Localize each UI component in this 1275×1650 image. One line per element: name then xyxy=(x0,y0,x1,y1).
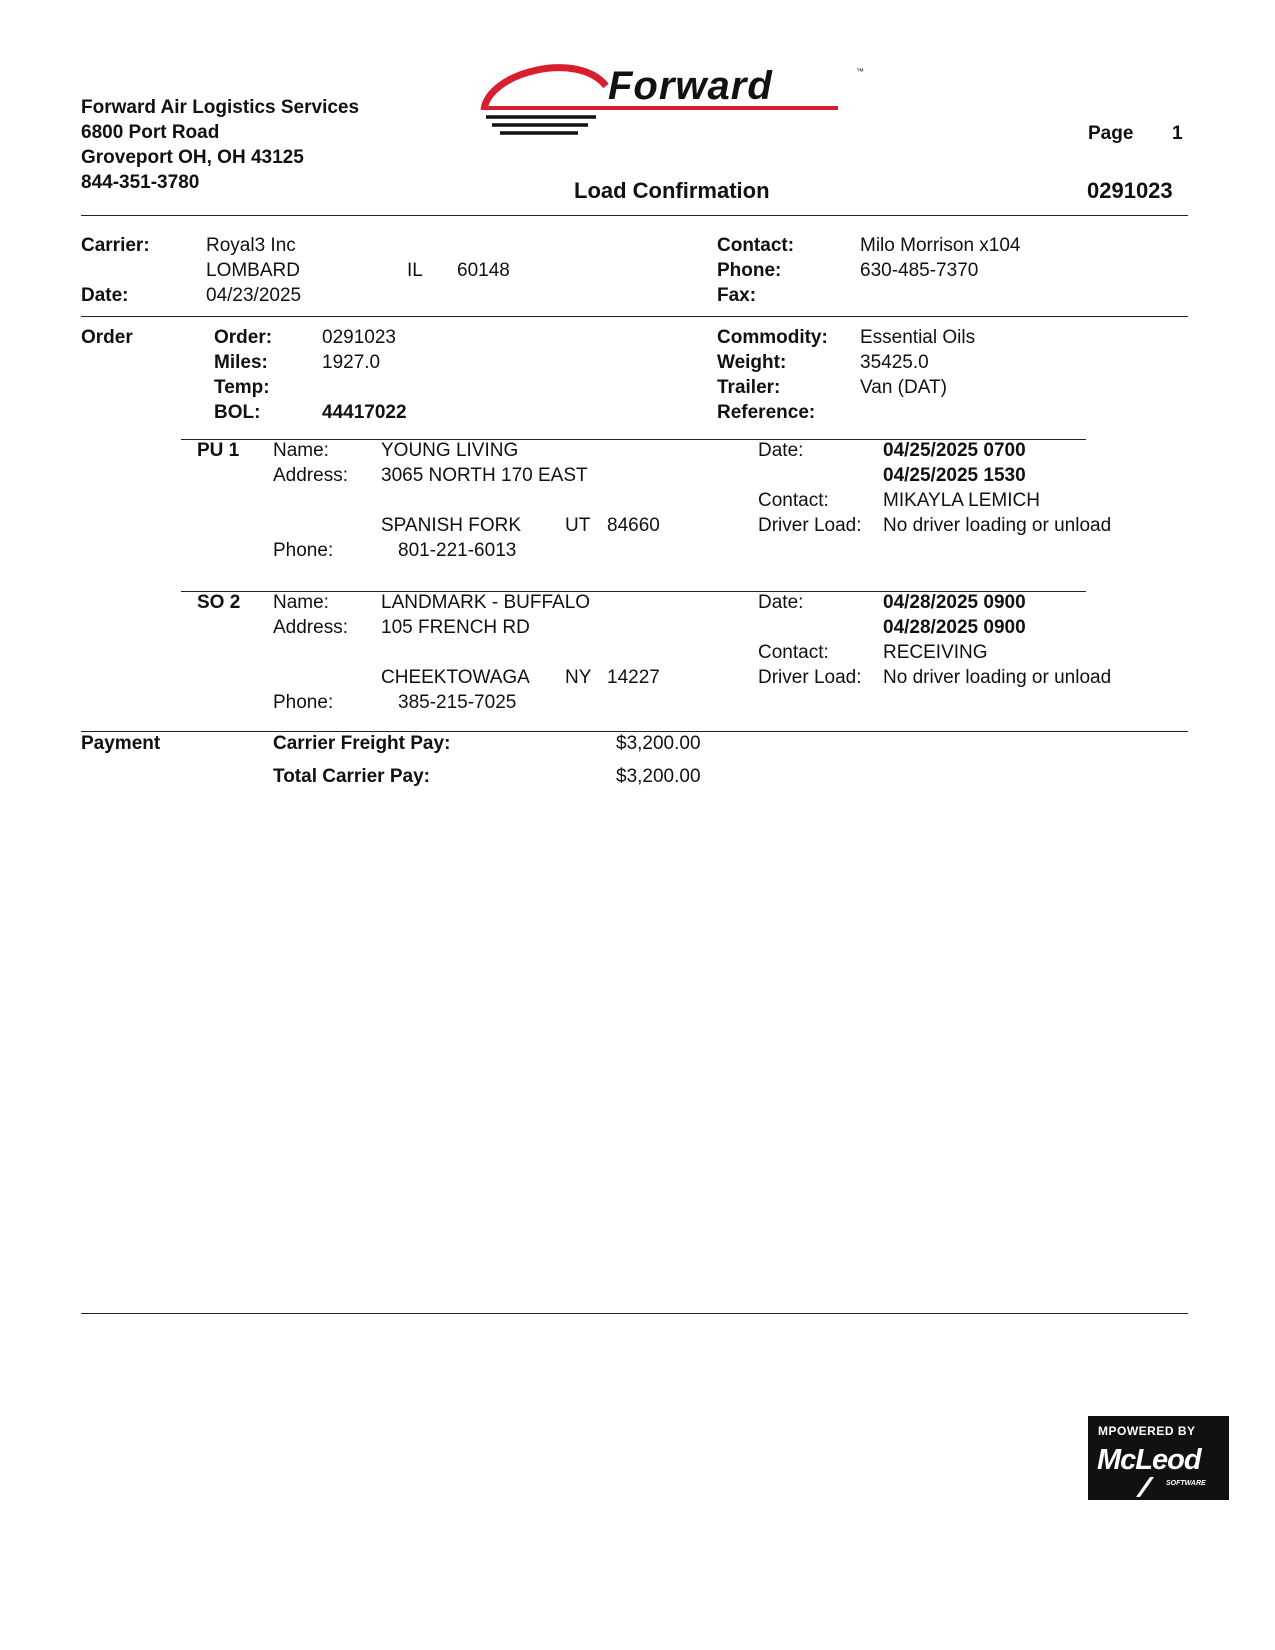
contact-label: Contact: xyxy=(717,235,795,256)
total-pay-value: $3,200.00 xyxy=(616,766,701,787)
stop-code: SO 2 xyxy=(197,592,241,613)
document-title: Load Confirmation xyxy=(574,178,770,203)
weight-value: 35425.0 xyxy=(860,352,929,373)
stop-name-label: Name: xyxy=(273,440,329,461)
powered-by-mcleod-badge xyxy=(1088,1416,1229,1500)
stop-phone-label: Phone: xyxy=(273,692,334,713)
page-number: 1 xyxy=(1172,123,1183,144)
carrier-divider xyxy=(81,316,1188,317)
date-value: 04/23/2025 xyxy=(206,285,302,306)
stop-driver-load: No driver loading or unload xyxy=(883,515,1112,536)
temp-label: Temp: xyxy=(214,377,270,398)
bol-value: 44417022 xyxy=(322,402,407,423)
footer-divider xyxy=(81,1313,1188,1314)
stop-driver-load-label: Driver Load: xyxy=(758,667,862,688)
stop-phone: 801-221-6013 xyxy=(398,540,517,561)
stop-driver-load-label: Driver Load: xyxy=(758,515,862,536)
stop-contact-label: Contact: xyxy=(758,642,829,663)
company-city: Groveport OH, OH 43125 xyxy=(81,147,304,168)
stop-date-end: 04/25/2025 1530 xyxy=(883,465,1026,486)
order-value: 0291023 xyxy=(322,327,396,348)
stop-code: PU 1 xyxy=(197,440,240,461)
weight-label: Weight: xyxy=(717,352,787,373)
forward-logo xyxy=(478,58,898,148)
company-address: 6800 Port Road xyxy=(81,122,220,143)
badge-top-text: MPOWERED BY xyxy=(1098,1424,1196,1438)
trailer-value: Van (DAT) xyxy=(860,377,947,398)
stop-driver-load: No driver loading or unload xyxy=(883,667,1112,688)
trailer-label: Trailer: xyxy=(717,377,781,398)
stop-address-label: Address: xyxy=(273,617,348,638)
stop-city: CHEEKTOWAGA xyxy=(381,667,530,688)
date-label: Date: xyxy=(81,285,129,306)
badge-sub-text: SOFTWARE xyxy=(1166,1480,1206,1487)
company-name: Forward Air Logistics Services xyxy=(81,97,360,118)
badge-brand-text: McLeod xyxy=(1097,1444,1201,1476)
stop-date-label: Date: xyxy=(758,440,804,461)
reference-label: Reference: xyxy=(717,402,816,423)
freight-pay-label: Carrier Freight Pay: xyxy=(273,733,451,754)
total-pay-label: Total Carrier Pay: xyxy=(273,766,430,787)
bol-label: BOL: xyxy=(214,402,261,423)
fax-label: Fax: xyxy=(717,285,757,306)
carrier-city: LOMBARD xyxy=(206,260,300,281)
stop-zip: 14227 xyxy=(607,667,660,688)
miles-value: 1927.0 xyxy=(322,352,381,373)
phone-value: 630-485-7370 xyxy=(860,260,979,281)
stop-address-label: Address: xyxy=(273,465,348,486)
stop-phone-label: Phone: xyxy=(273,540,334,561)
contact-value: Milo Morrison x104 xyxy=(860,235,1021,256)
stop-date-start: 04/28/2025 0900 xyxy=(883,592,1026,613)
order-label: Order: xyxy=(214,327,273,348)
stop-date-end: 04/28/2025 0900 xyxy=(883,617,1026,638)
stop-address: 3065 NORTH 170 EAST xyxy=(381,465,588,486)
payment-divider xyxy=(81,731,1188,732)
stop-address: 105 FRENCH RD xyxy=(381,617,530,638)
stop-date-label: Date: xyxy=(758,592,804,613)
stop-state: UT xyxy=(565,515,591,536)
carrier-zip: 60148 xyxy=(457,260,510,281)
stop-contact-label: Contact: xyxy=(758,490,829,511)
stop-contact: MIKAYLA LEMICH xyxy=(883,490,1040,511)
carrier-label: Carrier: xyxy=(81,235,150,256)
stop-contact: RECEIVING xyxy=(883,642,988,663)
miles-label: Miles: xyxy=(214,352,268,373)
commodity-value: Essential Oils xyxy=(860,327,976,348)
stop-name: YOUNG LIVING xyxy=(381,440,519,461)
stop-name-label: Name: xyxy=(273,592,329,613)
carrier-state: IL xyxy=(407,260,423,281)
stop-state: NY xyxy=(565,667,592,688)
document-number: 0291023 xyxy=(1087,178,1173,203)
company-phone: 844-351-3780 xyxy=(81,172,200,193)
stop-phone: 385-215-7025 xyxy=(398,692,517,713)
commodity-label: Commodity: xyxy=(717,327,828,348)
stop-date-start: 04/25/2025 0700 xyxy=(883,440,1026,461)
logo-wordmark: Forward xyxy=(608,64,773,108)
badge-slash-icon xyxy=(1132,1476,1156,1498)
carrier-name: Royal3 Inc xyxy=(206,235,296,256)
logo-trademark: ™ xyxy=(856,67,864,76)
phone-label: Phone: xyxy=(717,260,782,281)
payment-section-label: Payment xyxy=(81,733,161,754)
header-divider xyxy=(81,215,1188,216)
order-section-label: Order xyxy=(81,327,133,348)
stop-zip: 84660 xyxy=(607,515,660,536)
stop-name: LANDMARK - BUFFALO xyxy=(381,592,591,613)
stop-city: SPANISH FORK xyxy=(381,515,522,536)
page-label: Page xyxy=(1088,123,1134,144)
freight-pay-value: $3,200.00 xyxy=(616,733,701,754)
